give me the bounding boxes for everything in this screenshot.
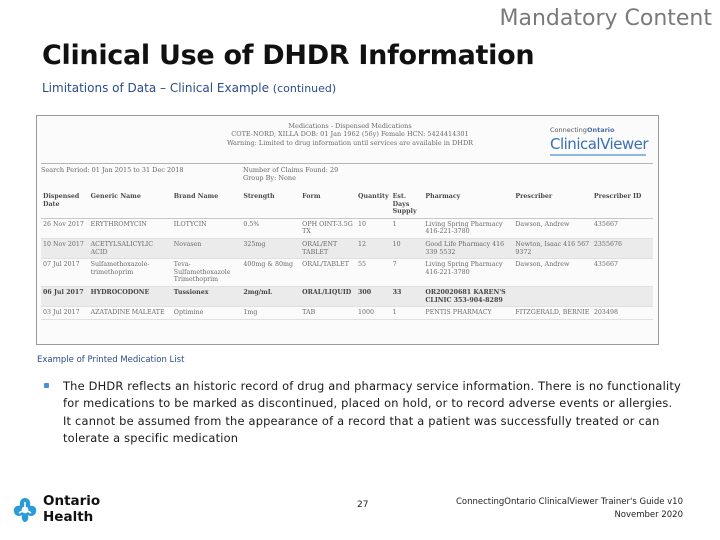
table-cell: ORAL/LIQUID [300, 286, 356, 306]
table-cell: 1 [391, 218, 424, 238]
table-cell: TAB [300, 307, 356, 320]
table-cell: ORAL/ENT TABLET [300, 238, 356, 258]
warning-line: Warning: Limited to drug information until services are available in DHDR [226, 138, 474, 147]
bullet-text: The DHDR reflects an historic record of drug and pharmacy service information. There is no functionality for medications to be marked as discontinued, placed on hold, or to record adverse events or allergies. It cannot be assumed from the appearance of a record that a patient was successfully treated or can tolerate a specific medication [63, 379, 681, 445]
table-cell: 10 [356, 218, 391, 238]
ontario-health-logo [12, 494, 132, 528]
table-cell: HYDROCODONE [89, 286, 172, 306]
table-cell: PENTIS PHARMACY [423, 307, 513, 320]
table-cell: Sulfamethoxazole-trimethoprim [89, 259, 172, 287]
column-header: Quantity [356, 191, 391, 218]
page-title: Clinical Use of DHDR Information [42, 40, 535, 71]
printed-medication-list [36, 115, 659, 345]
table-cell: OR20020681 KAREN'S CLINIC 353-904-8289 [423, 286, 513, 306]
medication-table [41, 191, 653, 320]
table-cell: 06 Jul 2017 [41, 286, 89, 306]
table-cell: 55 [356, 259, 391, 287]
table-cell: ORAL/TABLET [300, 259, 356, 287]
figure-caption: Example of Printed Medication List [37, 355, 185, 365]
table-cell: 435667 [592, 218, 653, 238]
column-header: Prescriber [513, 191, 592, 218]
search-period: Search Period: 01 Jan 2015 to 31 Dec 2018 [41, 166, 184, 174]
table-cell: 03 Jul 2017 [41, 307, 89, 320]
table-cell: 203498 [592, 307, 653, 320]
table-cell: 2mg/mL [241, 286, 300, 306]
group-by: Group By: None [243, 174, 296, 182]
page-subtitle [42, 81, 336, 95]
table-cell: 435667 [592, 259, 653, 287]
logo-main-text: ClinicalViewer [550, 135, 649, 153]
column-header: Brand Name [172, 191, 242, 218]
table-cell: Good Life Pharmacy 416 339 5532 [423, 238, 513, 258]
table-cell: Novasen [172, 238, 242, 258]
table-cell: Living Spring Pharmacy 416-221-3780 [423, 218, 513, 238]
table-cell: Dawson, Andrew [513, 259, 592, 287]
table-cell: Living Spring Pharmacy 416-221-3780 [423, 259, 513, 287]
table-cell: 7 [391, 259, 424, 287]
table-cell: 10 [391, 238, 424, 258]
table-cell: 07 Jul 2017 [41, 259, 89, 287]
table-row [41, 259, 653, 287]
table-cell: 325mg [241, 238, 300, 258]
table-cell: OPH OINT-3.5G TX [300, 218, 356, 238]
table-cell [513, 286, 592, 306]
table-cell: 33 [391, 286, 424, 306]
table-cell: Tussionex [172, 286, 242, 306]
table-cell: ACETYLSALICYLIC ACID [89, 238, 172, 258]
table-cell: Dawson, Andrew [513, 218, 592, 238]
logo-underline [550, 154, 646, 156]
table-cell: 10 Nov 2017 [41, 238, 89, 258]
search-criteria [41, 163, 653, 183]
column-header: Est. Days Supply [391, 191, 424, 218]
table-cell: 1000 [356, 307, 391, 320]
bullet-point [44, 378, 684, 447]
trillium-icon [12, 496, 38, 524]
clinicalviewer-logo [550, 126, 649, 156]
table-row [41, 218, 653, 238]
table-cell: Newton, Isaac 416 567 9372 [513, 238, 592, 258]
table-cell: 400mg & 80mg [241, 259, 300, 287]
table-cell: 1mg [241, 307, 300, 320]
table-cell: 1 [391, 307, 424, 320]
table-cell: 300 [356, 286, 391, 306]
table-cell: 26 Nov 2017 [41, 218, 89, 238]
ontario-health-wordmark: Ontario Health [43, 493, 101, 525]
table-cell [592, 286, 653, 306]
report-header [185, 122, 515, 147]
claims-summary [243, 166, 338, 182]
guide-date: November 2020 [614, 510, 683, 520]
subtitle-main: Limitations of Data – Clinical Example [42, 81, 273, 95]
patient-line: COTE-NORD, XILLA DOB: 01 Jan 1962 (56y) Female HCN: 5424414301 [231, 130, 469, 139]
report-title: Medications - Dispensed Medications [288, 122, 412, 130]
table-cell: Optimine [172, 307, 242, 320]
table-cell: AZATADINE MALEATE [89, 307, 172, 320]
table-cell: ERYTHROMYCIN [89, 218, 172, 238]
mandatory-content-label: Mandatory Content [499, 6, 712, 31]
table-row [41, 286, 653, 306]
page-number: 27 [357, 500, 369, 510]
guide-footer [383, 496, 683, 522]
table-cell: 0.5% [241, 218, 300, 238]
table-row [41, 307, 653, 320]
table-cell: 2355676 [592, 238, 653, 258]
table-cell: FITZGERALD, BERNIE [513, 307, 592, 320]
logo-top-text: ConnectingOntario [550, 126, 615, 134]
column-header: Strength [241, 191, 300, 218]
column-header: Generic Name [89, 191, 172, 218]
column-header: Prescriber ID [592, 191, 653, 218]
column-header: Pharmacy [423, 191, 513, 218]
bullet-icon [44, 383, 49, 388]
table-header-row [41, 191, 653, 218]
guide-title: ConnectingOntario ClinicalViewer Trainer's Guide v10 [455, 497, 683, 507]
table-cell: 12 [356, 238, 391, 258]
column-header: Dispensed Date [41, 191, 89, 218]
subtitle-continued: (continued) [272, 82, 337, 95]
claims-found: Number of Claims Found: 29 [243, 166, 339, 174]
table-row [41, 238, 653, 258]
column-header: Form [300, 191, 356, 218]
table-cell: Teva-Sulfamethoxazole Trimethoprim [172, 259, 242, 287]
table-cell: ILOTYCIN [172, 218, 242, 238]
